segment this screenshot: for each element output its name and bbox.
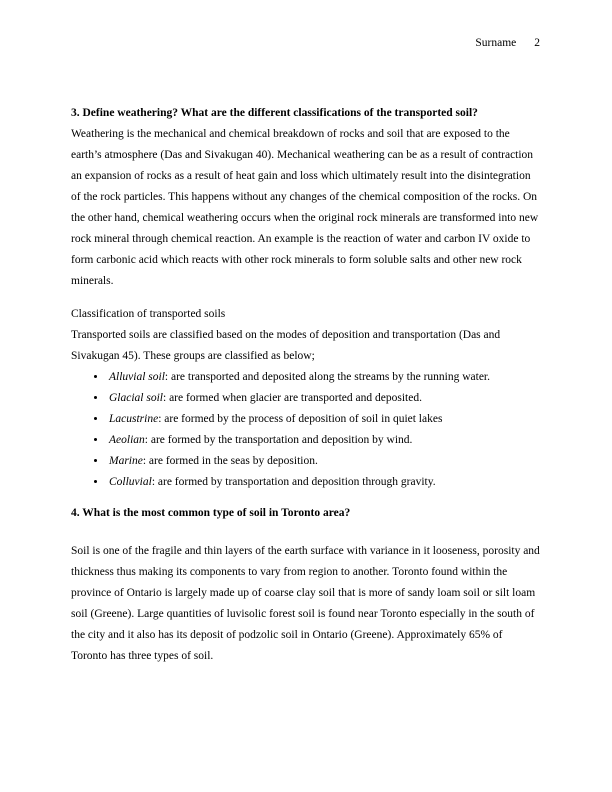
soil-term: Aeolian bbox=[109, 434, 145, 446]
question-3-paragraph: Weathering is the mechanical and chemical breakdown of rocks and soil that are exposed to the earth’s atmosphere (Das and Sivakugan 40). Mechanical weathering can be as a result of contraction an expansion of rocks as a result of heat gain and loss which ultimately result into the disintegration of the rock particles. This happens without any changes of the chemical composition of the rocks. On the other hand, chemical weathering occurs when the original rock minerals are transformed into new rock mineral through chemical reaction. An example is the reaction of water and carbon IV oxide to form carbonic acid which reacts with other rock minerals to form soluble salts and other new rock minerals. bbox=[71, 128, 539, 287]
list-item bbox=[107, 451, 541, 472]
header-surname: Surname bbox=[475, 37, 517, 49]
section-question-3 bbox=[71, 103, 541, 493]
soil-types-list bbox=[71, 367, 541, 493]
soil-description: : are formed by the process of deposition of soil in quiet lakes bbox=[158, 413, 443, 425]
soil-term: Glacial soil bbox=[109, 392, 163, 404]
soil-description: : are formed when glacier are transported and deposited. bbox=[163, 392, 422, 404]
soil-term: Colluvial bbox=[109, 476, 152, 488]
list-item bbox=[107, 388, 541, 409]
soil-term: Lacustrine bbox=[109, 413, 159, 425]
question-4-heading: 4. What is the most common type of soil in Toronto area? bbox=[71, 507, 351, 519]
soil-description: : are transported and deposited along the streams by the running water. bbox=[164, 371, 491, 383]
soil-description: : are formed by transportation and deposition through gravity. bbox=[151, 476, 436, 488]
list-item bbox=[107, 367, 541, 388]
soil-description: : are formed in the seas by deposition. bbox=[142, 455, 318, 467]
soil-description: : are formed by the transportation and deposition by wind. bbox=[144, 434, 413, 446]
list-item bbox=[107, 430, 541, 451]
list-item bbox=[107, 472, 541, 493]
classification-intro: Transported soils are classified based on the modes of deposition and transportation (Das and Sivakugan 45). These groups are classified as below; bbox=[71, 329, 501, 362]
question-3-heading: 3. Define weathering? What are the different classifications of the transported soil? bbox=[71, 107, 478, 119]
header-page-number: 2 bbox=[534, 37, 540, 49]
soil-term: Marine bbox=[109, 455, 143, 467]
document-body bbox=[71, 103, 541, 667]
running-header bbox=[475, 36, 540, 50]
list-item bbox=[107, 409, 541, 430]
classification-subheading: Classification of transported soils bbox=[71, 308, 226, 320]
question-4-paragraph: Soil is one of the fragile and thin layers of the earth surface with variance in it looseness, porosity and thickness thus making its components to vary from region to another. Toronto found within the province of Ontario is largely made up of coarse clay soil that is more of sandy loam soil or silt loam soil (Greene). Large quantities of luvisolic forest soil is found near Toronto especially in the south of the city and it also has its deposit of podzolic soil in Ontario (Greene). Approximately 65% of Toronto has three types of soil. bbox=[71, 545, 540, 662]
section-question-4 bbox=[71, 503, 541, 667]
soil-term: Alluvial soil bbox=[109, 371, 165, 383]
